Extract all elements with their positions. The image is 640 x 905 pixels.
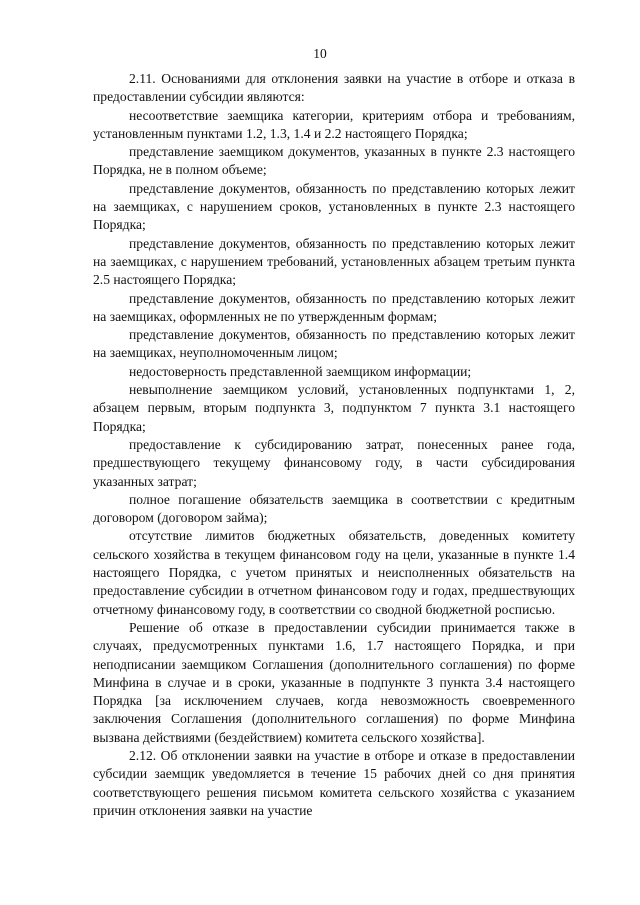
paragraph: 2.11. Основаниями для отклонения заявки на участие в отборе и отказа в предоставлении субсидии являются: [93,71,575,105]
paragraph: отсутствие лимитов бюджетных обязательств, доведенных комитету сельского хозяйства в текущем финансовом году на цели, указанные в пункте 1.4 настоящего Порядка, с учетом принятых и неисполненных обязательств на предоставление субсидии в отчетном финансовом году и годах, предшествующих отчетному финансовому году, в соответствии со сводной бюджетной росписью. [93,528,575,617]
paragraph: недостоверность представленной заемщиком информации; [129,363,472,379]
paragraph: представление документов, обязанность по представлению которых лежит на заемщиках, с нарушением сроков, установленных в пункте 2.3 настоящего Порядка; [93,180,575,233]
paragraph: 2.12. Об отклонении заявки на участие в отборе и отказе в предоставлении субсидии заемщик уведомляется в течение 15 рабочих дней со дня принятия соответствующего решения письмом комитета сельского хозяйства с указанием причин отклонения заявки на участие [93,747,575,818]
paragraph: невыполнение заемщиком условий, установленных подпунктами 1, 2, абзацем первым, вторым подпункта 3, подпунктом 7 пункта 3.1 настоящего Порядка; [93,382,575,434]
paragraph: несоответствие заемщика категории, критериям отбора и требованиям, установленным пунктами 1.2, 1.3, 1.4 и 2.2 настоящего Порядка; [93,107,575,141]
document-body [93,70,575,820]
paragraph: представление документов, обязанность по представлению которых лежит на заемщиках, с нарушением требований, установленных абзацем третьим пункта 2.5 настоящего Порядка; [93,235,575,288]
paragraph: предоставление к субсидированию затрат, понесенных ранее года, предшествующего текущему финансовому году, в части субсидирования указанных затрат; [93,436,575,489]
paragraph: представление документов, обязанность по представлению которых лежит на заемщиках, оформленных не по утвержденным формам; [93,290,575,324]
page-number: 10 [313,46,327,61]
paragraph: Решение об отказе в предоставлении субсидии принимается также в случаях, предусмотренных пунктами 1.6, 1.7 настоящего Порядка, и при неподписании заемщиком Соглашения (дополнительного соглашения) по форме Минфина в случае и в сроки, указанные в подпункте 3 пункта 3.4 настоящего Порядка [за исключением случаев, когда невозможность своевременного заключения Соглашения (дополнительного соглашения) по форме Минфина вызвана действиями (бездействием) комитета сельского хозяйства]. [93,619,575,745]
paragraph: полное погашение обязательств заемщика в соответствии с кредитным договором (договором займа); [93,491,575,526]
paragraph: представление заемщиком документов, указанных в пункте 2.3 настоящего Порядка, не в полном объеме; [93,144,575,178]
paragraph: представление документов, обязанность по представлению которых лежит на заемщиках, неуполномоченным лицом; [93,327,575,361]
